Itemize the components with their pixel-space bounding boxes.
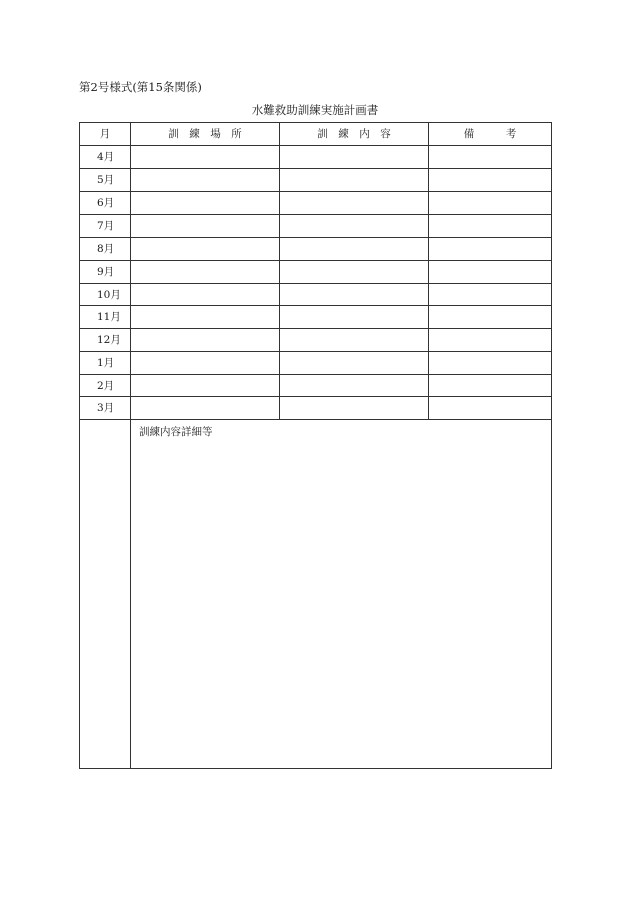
month-label: 9月 [97,266,115,278]
row-divider [80,419,551,420]
training-details-label: 訓練内容詳細等 [139,426,213,438]
training-plan-table [79,122,552,769]
row-divider [80,145,551,146]
document-title: 水難救助訓練実施計画書 [251,103,379,117]
row-divider [80,305,551,306]
month-label: 12月 [97,334,121,346]
month-label: 7月 [97,220,115,232]
row-divider [80,214,551,215]
row-divider [80,351,551,352]
month-label: 10月 [97,289,121,301]
row-divider [80,374,551,375]
row-divider [80,260,551,261]
month-label: 4月 [97,151,115,163]
row-divider [80,237,551,238]
header-month: 月 [99,128,111,140]
month-label: 5月 [97,174,115,186]
month-label: 2月 [97,380,115,392]
row-divider [80,283,551,284]
header-remarks: 備 考 [463,128,517,140]
row-divider [80,328,551,329]
row-divider [80,168,551,169]
header-training-location: 訓 練 場 所 [168,128,242,140]
month-label: 8月 [97,243,115,255]
column-divider [130,123,131,768]
header-training-content: 訓 練 内 容 [317,128,391,140]
month-label: 11月 [97,311,121,323]
form-number: 第2号様式(第15条関係) [79,80,202,94]
month-label: 3月 [97,402,115,414]
row-divider [80,396,551,397]
row-divider [80,191,551,192]
month-label: 1月 [97,357,115,369]
month-label: 6月 [97,197,115,209]
